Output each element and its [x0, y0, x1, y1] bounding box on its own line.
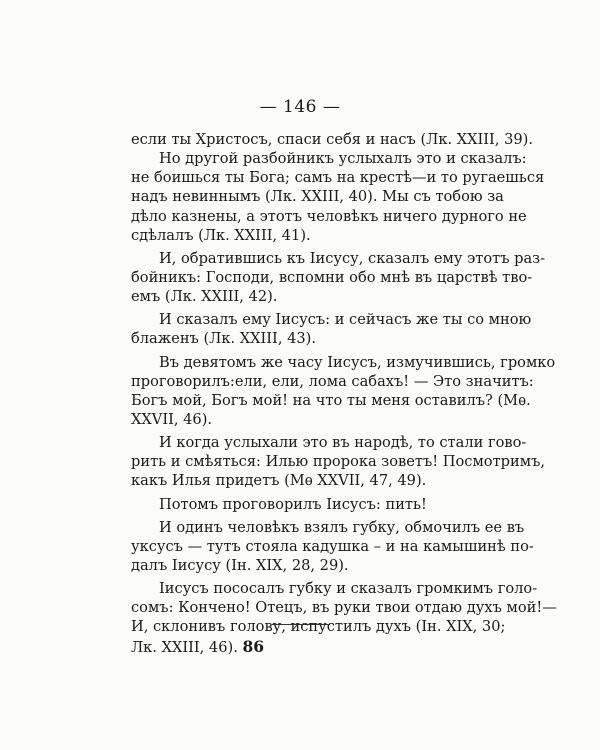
text-line: рить и смѣяться: Илью пророка зоветъ! Посмотримъ, [131, 453, 546, 471]
text-line: Іисусъ пососалъ губку и сказалъ громкимъ голо- [159, 580, 538, 598]
text-line: дѣло казнены, а этотъ человѣкъ ничего дурного не [131, 207, 527, 225]
text-line: Потомъ проговорилъ Іисусъ: пить! [159, 495, 427, 513]
end-rule [272, 624, 330, 625]
text-line: И одинъ человѣкъ взялъ губку, обмочилъ ее въ [159, 518, 525, 536]
text-line: сомъ: Кончено! Отецъ, въ руки твои отдаю духъ мой!— [131, 599, 557, 617]
text-line: бойникъ: Господи, вспомни обо мнѣ въ царствѣ тво- [131, 268, 533, 286]
text-line: какъ Илья придетъ (Мѳ XXVII, 47, 49). [131, 472, 427, 490]
text-line: XXVII, 46). [131, 410, 213, 428]
text-line: сдѣлалъ (Лк. XXIII, 41). [131, 226, 311, 244]
page-number: — 146 — [259, 97, 341, 117]
text-line: надъ невиннымъ (Лк. XXIII, 40). Мы съ тобою за [131, 188, 504, 206]
text-line: далъ Іисусу (Ін. XIX, 28, 29). [131, 556, 349, 574]
text-line: Въ девятомъ же часу Іисусъ, измучившись, громко [159, 353, 556, 371]
text-line: блаженъ (Лк. XXIII, 43). [131, 330, 316, 348]
text-line-tail: Лк. XXIII, 46). [131, 638, 238, 656]
text-line: проговорилъ:ели, ели, лома сабахъ! — Это значитъ: [131, 372, 534, 390]
text-line: И, склонивъ голову, испустилъ духъ (Ін. XIX, 30; [131, 618, 506, 636]
text-line: И когда услыхали это въ народѣ, то стали гово- [159, 434, 527, 452]
text-line: Но другой разбойникъ услыхалъ это и сказалъ: [159, 150, 527, 168]
text-line: уксусъ — тутъ стояла кадушка – и на камышинѣ по- [131, 537, 534, 555]
text-line: И сказалъ ему Іисусъ: и сейчасъ же ты со мною [159, 311, 532, 329]
text-line: Богъ мой, Богъ мой! на что ты меня оставилъ? (Мѳ. [131, 391, 531, 409]
page-text [131, 130, 557, 656]
paragraph-number: 86 [242, 636, 265, 656]
text-line: если ты Христосъ, спаси себя и насъ (Лк. XXIII, 39). [131, 131, 533, 148]
text-line: И, обратившись къ Іисусу, сказалъ ему этотъ раз- [159, 249, 546, 267]
text-line: не боишься ты Бога; самъ на крестѣ—и то ругаешься [131, 169, 545, 187]
text-line-final [131, 637, 489, 656]
text-line: емъ (Лк. XXIII, 42). [131, 288, 278, 306]
